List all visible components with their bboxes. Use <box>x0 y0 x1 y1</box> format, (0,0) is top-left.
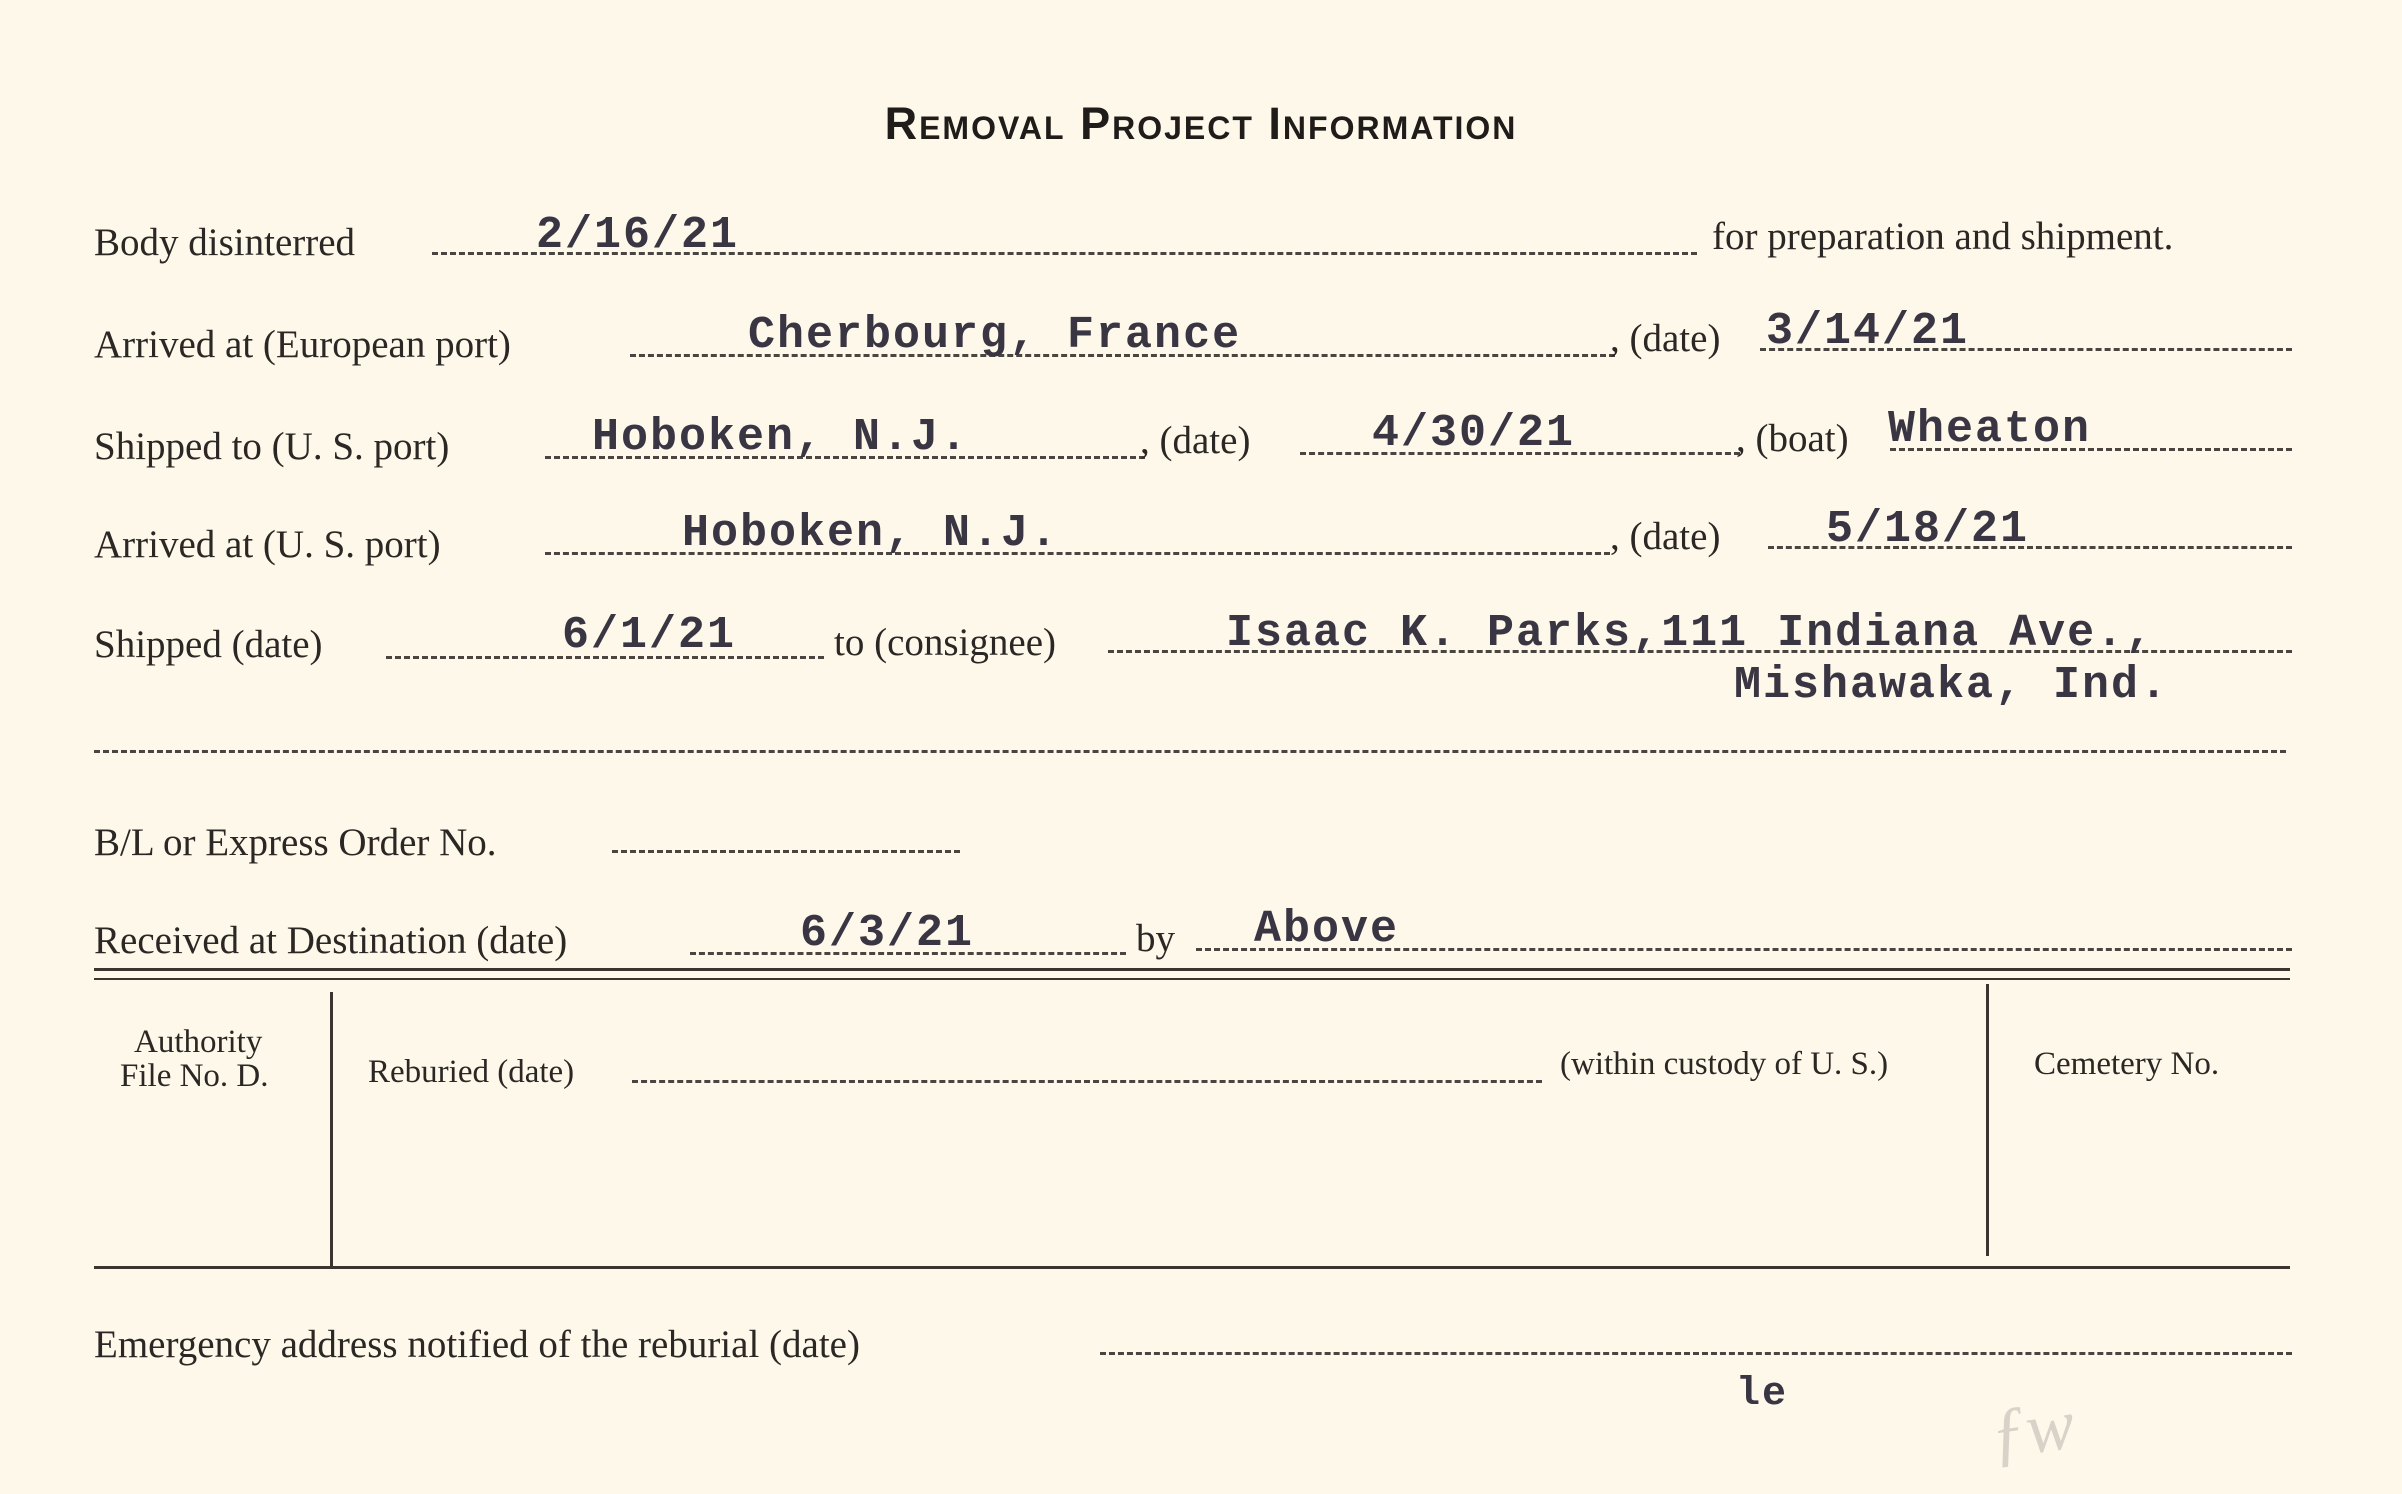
received-destination-label: Received at Destination (date) <box>94 919 568 962</box>
received-destination-value: 6/3/21 <box>800 908 975 959</box>
emergency-address-label: Emergency address notified of the reburial (date) <box>94 1323 860 1366</box>
consignee-value-line2: Mishawaka, Ind. <box>1734 660 2170 711</box>
custody-label: (within custody of U. S.) <box>1560 1046 1889 1082</box>
card-title: Removal Project Information <box>884 98 1518 149</box>
european-port-date-value: 3/14/21 <box>1766 306 1970 357</box>
footer-code: le <box>1736 1372 1789 1417</box>
us-port-arrived-value: Hoboken, N.J. <box>682 508 1060 559</box>
received-by-label: by <box>1136 917 1175 960</box>
received-by-value: Above <box>1254 904 1400 955</box>
body-disinterred-value: 2/16/21 <box>536 210 740 261</box>
us-port-shipped-date-value: 4/30/21 <box>1372 408 1576 459</box>
cemetery-label: Cemetery No. <box>2034 1046 2220 1082</box>
blank-line <box>94 750 2286 753</box>
reburied-label: Reburied (date) <box>368 1054 575 1090</box>
table-top-rule-2 <box>94 978 2290 980</box>
table-divider-left <box>330 992 333 1268</box>
us-port-arrived-date-label: , (date) <box>1610 515 1721 558</box>
european-port-label: Arrived at (European port) <box>94 323 511 366</box>
preparation-shipment-text: for preparation and shipment. <box>1712 215 2174 258</box>
shipped-date-label: Shipped (date) <box>94 623 323 666</box>
consignee-label: to (consignee) <box>834 621 1057 664</box>
us-port-shipped-value: Hoboken, N.J. <box>592 412 970 463</box>
us-port-arrived-label: Arrived at (U. S. port) <box>94 523 441 566</box>
table-divider-right <box>1986 984 1989 1256</box>
boat-label: , (boat) <box>1736 417 1849 460</box>
us-port-shipped-date-label: , (date) <box>1140 419 1251 462</box>
authority-label: Authority <box>134 1024 263 1060</box>
boat-value: Wheaton <box>1888 404 2092 455</box>
express-order-label: B/L or Express Order No. <box>94 821 497 864</box>
consignee-value-line1: Isaac K. Parks,111 Indiana Ave., <box>1226 608 2155 659</box>
us-port-shipped-label: Shipped to (U. S. port) <box>94 425 450 468</box>
us-port-arrived-date-value: 5/18/21 <box>1826 504 2030 555</box>
european-port-date-label: , (date) <box>1610 317 1721 360</box>
pencil-mark: ƒw <box>1984 1383 2080 1475</box>
express-order-line <box>612 850 960 853</box>
shipped-date-value: 6/1/21 <box>562 610 737 661</box>
file-no-label: File No. D. <box>120 1058 269 1094</box>
emergency-address-line <box>1100 1352 2292 1355</box>
european-port-value: Cherbourg, France <box>748 310 1242 361</box>
body-disinterred-label: Body disinterred <box>94 221 356 264</box>
table-top-rule <box>94 968 2290 971</box>
reburied-line <box>632 1080 1542 1083</box>
table-bottom-rule <box>94 1266 2290 1269</box>
